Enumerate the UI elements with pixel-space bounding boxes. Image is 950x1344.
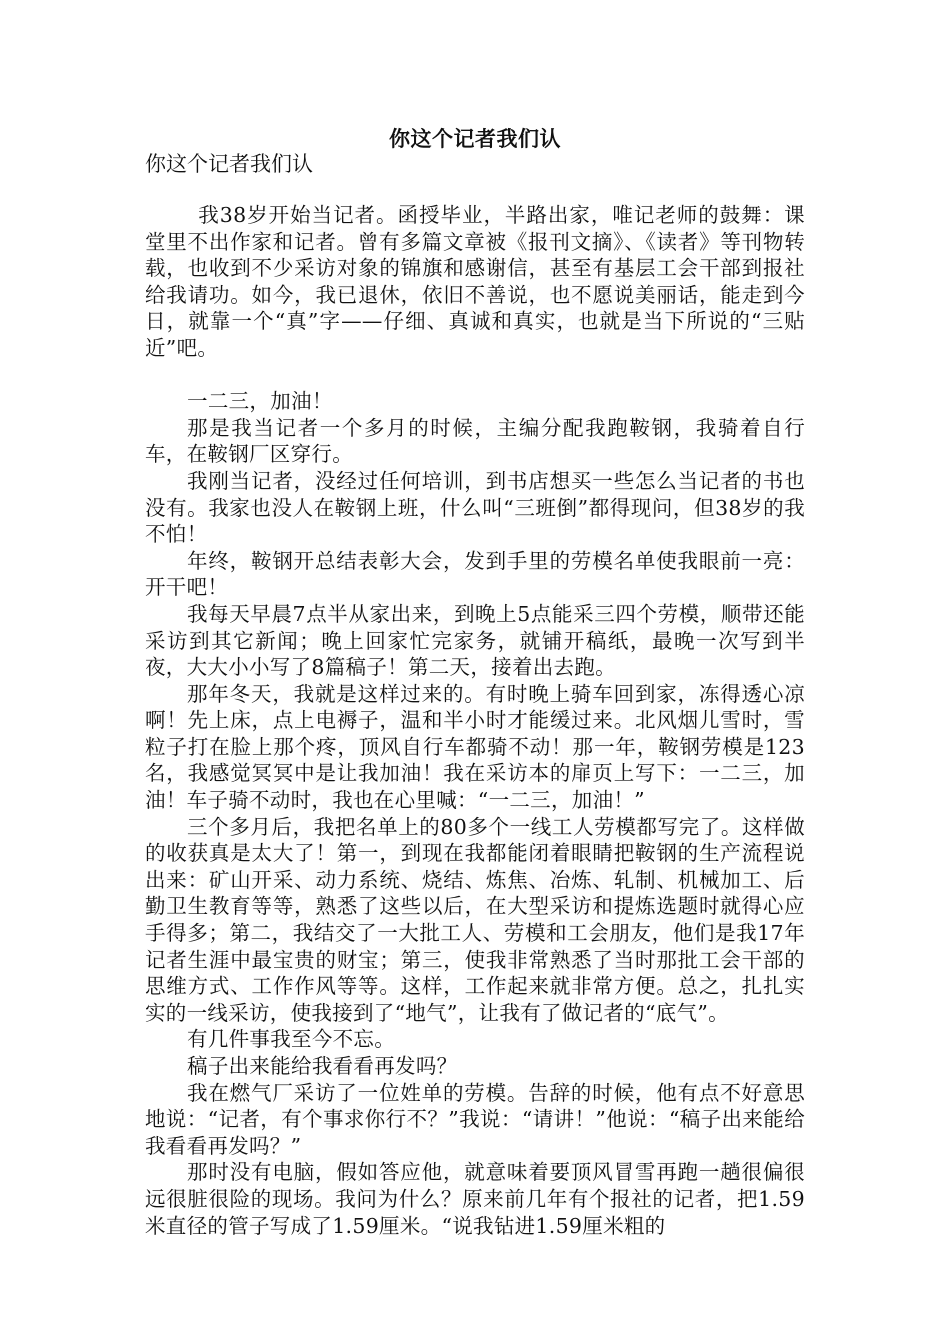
paragraph-intro: 我38岁开始当记者。函授毕业，半路出家，唯记老师的鼓舞：课堂里不出作家和记者。曾有多篇文章被《报刊文摘》、《读者》等刊物转载，也收到不少采访对象的锦旗和感谢信，甚至有基层工会干部到报社给我请功。如今，我已退休，依旧不善说，也不愿说美丽话，能走到今日，就靠一个“真”字——仔细、真诚和真实，也就是当下所说的“三贴近”吧。 (145, 203, 805, 360)
section-heading: 一二三，加油！ (187, 389, 333, 414)
paragraph: 有几件事我至今不忘。 (187, 1027, 396, 1052)
paragraph: 那是我当记者一个多月的时候，主编分配我跑鞍钢，我骑着自行车，在鞍钢厂区穿行。 (145, 415, 805, 467)
document-subtitle: 你这个记者我们认 (145, 152, 313, 176)
document-body (145, 202, 805, 1239)
paragraph: 那时没有电脑，假如答应他，就意味着要顶风冒雪再跑一趟很偏很远很脏很险的现场。我问为什么？原来前几年有个报社的记者，把1.59米直径的管子写成了1.59厘米。“说我钻进1.59厘米粗的 (145, 1160, 805, 1238)
paragraph: 我在燃气厂采访了一位姓单的劳模。告辞的时候，他有点不好意思地说：“记者，有个事求你行不？”我说：“请讲！”他说：“稿子出来能给我看看再发吗？” (145, 1080, 805, 1158)
paragraph: 三个多月后，我把名单上的80多个一线工人劳模都写完了。这样做的收获真是太大了！第一，到现在我都能闭着眼睛把鞍钢的生产流程说出来：矿山开采、动力系统、烧结、炼焦、冶炼、轧制、机械加工、后勤卫生教育等等，熟悉了这些以后，在大型采访和提炼选题时就得心应手得多；第二，我结交了一大批工人、劳模和工会朋友，他们是我17年记者生涯中最宝贵的财宝；第三，使我非常熟悉了当时那批工会干部的思维方式、工作作风等等。这样，工作起来就非常方便。总之，扎扎实实的一线采访，使我接到了“地气”，让我有了做记者的“底气”。 (145, 814, 805, 1025)
section-heading: 稿子出来能给我看看再发吗？ (187, 1054, 458, 1078)
paragraph-gap (145, 362, 805, 389)
paragraph: 那年冬天，我就是这样过来的。有时晚上骑车回到家，冻得透心凉啊！先上床，点上电褥子，温和半小时才能缓过来。北风烟儿雪时，雪粒子打在脸上那个疼，顶风自行车都骑不动！那一年，鞍钢劳模是123名，我感觉冥冥中是让我加油！我在采访本的扉页上写下：一二三，加油！车子骑不动时，我也在心里喊：“一二三，加油！” (145, 681, 805, 813)
document-title: 你这个记者我们认 (389, 126, 561, 151)
paragraph: 我每天早晨7点半从家出来，到晚上5点能采三四个劳模，顺带还能采访到其它新闻；晚上回家忙完家务，就铺开稿纸，最晚一次写到半夜，大大小小写了8篇稿子！第二天，接着出去跑。 (145, 601, 805, 680)
paragraph: 我刚当记者，没经过任何培训，到书店想买一些怎么当记者的书也没有。我家也没人在鞍钢上班，什么叫“三班倒”都得现问，但38岁的我不怕！ (145, 468, 805, 547)
paragraph: 年终，鞍钢开总结表彰大会，发到手里的劳模名单使我眼前一亮：开干吧！ (145, 548, 805, 600)
